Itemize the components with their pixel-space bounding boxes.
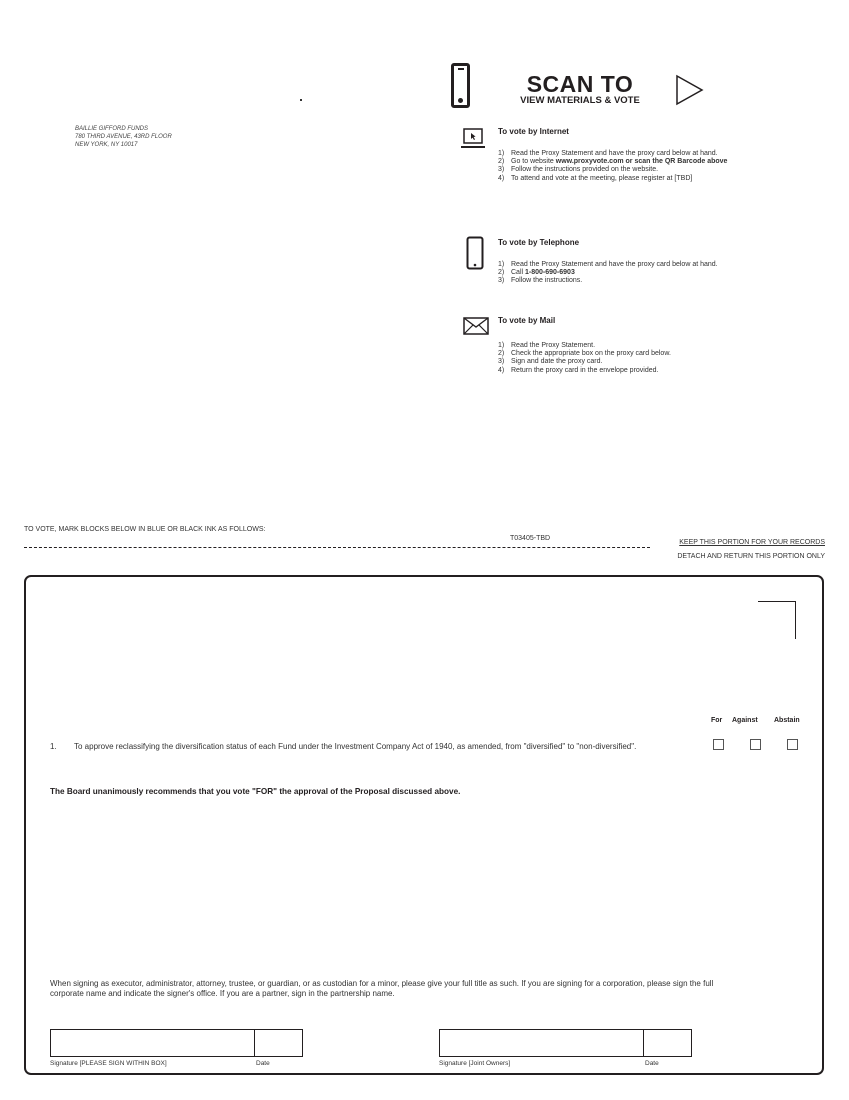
phone-icon [466, 236, 484, 270]
telephone-step: 1) Read the Proxy Statement and have the proxy card below at hand. [498, 261, 718, 268]
proposal-number: 1. [50, 742, 57, 751]
return-address [75, 125, 172, 149]
internet-step: 1) Read the Proxy Statement and have the proxy card below at hand. [498, 150, 718, 157]
telephone-title: To vote by Telephone [498, 238, 580, 247]
vote-for-checkbox[interactable] [713, 739, 724, 750]
proposal-text: To approve reclassifying the diversification status of each Fund under the Investment Company Act of 1940, as amended, from "diversified" to "non-diversified". [74, 742, 637, 751]
telephone-step: 2) Call 1-800-690-6903 [498, 269, 575, 277]
joint-date-label: Date [645, 1060, 659, 1067]
board-recommendation: The Board unanimously recommends that you vote "FOR" the approval of the Proposal discussed above. [50, 787, 461, 796]
joint-signature-box[interactable] [439, 1029, 692, 1057]
mail-step: 3) Sign and date the proxy card. [498, 358, 603, 366]
vote-against-checkbox[interactable] [750, 739, 761, 750]
scan-heading [494, 71, 666, 107]
mail-steps [498, 342, 756, 375]
for-column-header: For [711, 717, 723, 724]
internet-step: 4) To attend and vote at the meeting, please register at [TBD] [498, 174, 693, 182]
against-column-header: Against [732, 717, 758, 724]
joint-date-divider [643, 1029, 644, 1057]
detach-portion-label: DETACH AND RETURN THIS PORTION ONLY [677, 553, 825, 560]
internet-step: 2) Go to website www.proxyvote.com or scan the QR Barcode above [498, 158, 728, 166]
mail-step: 4) Return the proxy card in the envelope provided. [498, 366, 659, 374]
address-line-1: BAILLIE GIFFORD FUNDS [75, 126, 149, 132]
proxy-card [24, 575, 824, 1075]
mail-step: 1) Read the Proxy Statement. [498, 342, 596, 349]
ink-instructions: TO VOTE, MARK BLOCKS BELOW IN BLUE OR BLACK INK AS FOLLOWS: [24, 526, 266, 533]
abstain-column-header: Abstain [774, 717, 800, 724]
detach-line [24, 547, 650, 548]
date-divider [254, 1029, 255, 1057]
scan-title: SCAN TO [526, 71, 634, 97]
signature-label: Signature [PLEASE SIGN WITHIN BOX] [50, 1060, 167, 1067]
corner-mark [758, 601, 796, 639]
telephone-step: 3) Follow the instructions. [498, 277, 583, 285]
mail-title: To vote by Mail [498, 316, 556, 325]
internet-step: 3) Follow the instructions provided on the website. [498, 166, 659, 174]
stray-dot [300, 99, 302, 101]
play-arrow-icon [675, 74, 705, 106]
joint-signature-label: Signature [Joint Owners] [439, 1060, 511, 1067]
proposal-1 [50, 742, 700, 751]
smartphone-icon [451, 63, 470, 108]
scan-subtitle: VIEW MATERIALS & VOTE [520, 95, 640, 106]
date-label: Date [256, 1060, 270, 1067]
envelope-icon [463, 317, 489, 335]
mail-step: 2) Check the appropriate box on the proxy card below. [498, 350, 671, 358]
control-code: T03405-TBD [510, 535, 551, 542]
vote-abstain-checkbox[interactable] [787, 739, 798, 750]
address-line-2: 780 THIRD AVENUE, 43RD FLOOR [75, 134, 172, 140]
keep-portion-label: KEEP THIS PORTION FOR YOUR RECORDS [679, 539, 825, 546]
internet-steps [498, 150, 756, 183]
internet-title: To vote by Internet [498, 127, 569, 136]
signing-instructions: When signing as executor, administrator, attorney, trustee, or guardian, or as custodian for a minor, please give your full title as such. If you are signing for a corporation, please sign the full corporate name and indicate the signer's office. If you are a partner, sign in the partnership name. [50, 979, 714, 998]
laptop-icon [460, 127, 486, 151]
signature-box[interactable] [50, 1029, 303, 1057]
address-line-3: NEW YORK, NY 10017 [75, 142, 138, 148]
telephone-steps [498, 261, 756, 286]
